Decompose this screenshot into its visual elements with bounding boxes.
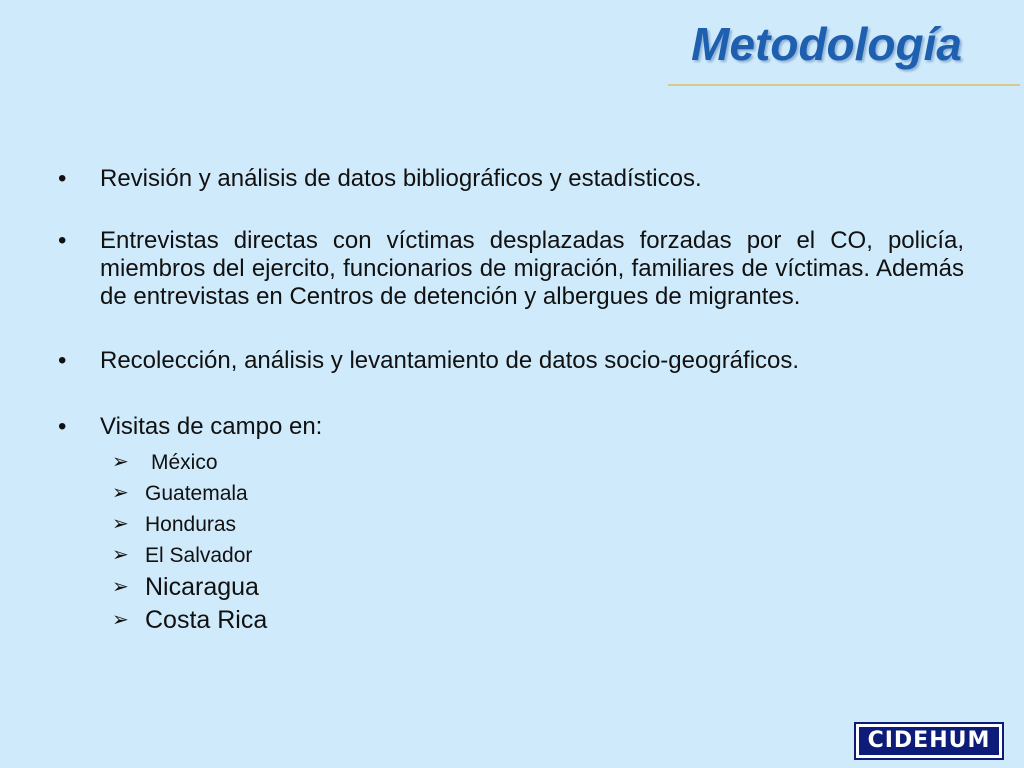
- field-visit-text: Guatemala: [145, 482, 248, 505]
- field-visit-text: Costa Rica: [145, 606, 268, 634]
- field-visit-item: [100, 604, 964, 637]
- bullet-item-data-collection: [58, 347, 964, 375]
- bullet-dot-icon: •: [58, 165, 67, 192]
- field-visit-text: Honduras: [145, 513, 237, 536]
- bullet-text: Recolección, análisis y levantamiento de datos socio-geográficos.: [100, 347, 800, 374]
- field-visit-text: México: [151, 451, 218, 474]
- bullet-text: Entrevistas directas con víctimas desplazadas forzadas por el CO, policía, miembros del ejercito, funcionarios de migración, familiares de víctimas. Además de entrevistas en Centros de detención y albergues de migrantes.: [100, 227, 964, 310]
- cidehum-logo: CIDEHUM: [856, 724, 1002, 758]
- bullet-dot-icon: •: [58, 227, 67, 254]
- field-visit-text: Nicaragua: [145, 573, 259, 601]
- bullet-text: Visitas de campo en:: [100, 413, 323, 440]
- title-underline: [668, 84, 1020, 86]
- field-visit-item: [100, 540, 964, 571]
- field-visit-text: El Salvador: [145, 544, 253, 567]
- bullet-list: [58, 165, 964, 637]
- field-visit-list: [100, 447, 964, 637]
- bullet-dot-icon: •: [58, 347, 67, 374]
- field-visit-item: [100, 571, 964, 604]
- arrow-bullet-icon: ➢: [112, 544, 129, 566]
- arrow-bullet-icon: ➢: [112, 451, 129, 473]
- bullet-item-bibliographic-review: [58, 165, 964, 193]
- bullet-text: Revisión y análisis de datos bibliográficos y estadísticos.: [100, 165, 702, 192]
- arrow-bullet-icon: ➢: [112, 576, 129, 598]
- bullet-dot-icon: •: [58, 413, 67, 440]
- bullet-item-interviews: [58, 227, 964, 311]
- bullet-item-field-visits: [58, 413, 964, 637]
- slide-title: Metodología: [691, 18, 962, 70]
- arrow-bullet-icon: ➢: [112, 513, 129, 535]
- field-visit-item: [100, 509, 964, 540]
- field-visit-item: [100, 447, 964, 478]
- arrow-bullet-icon: ➢: [112, 609, 129, 631]
- arrow-bullet-icon: ➢: [112, 482, 129, 504]
- field-visit-item: [100, 478, 964, 509]
